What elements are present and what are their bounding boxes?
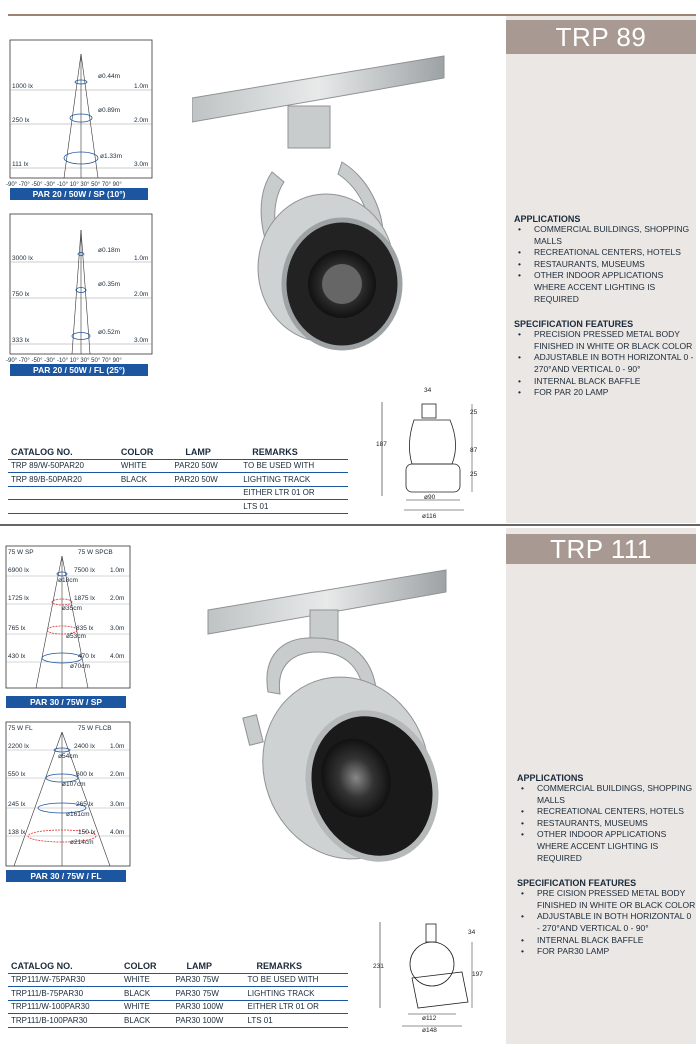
application-item: • OTHER INDOOR APPLICATIONS WHERE ACCENT LIGHTING IS REQUIRED <box>517 829 696 864</box>
table-row <box>8 1014 348 1028</box>
distance-label: 2.0m <box>110 595 125 602</box>
lux-label: 600 lx <box>76 771 94 778</box>
trp89-product-image <box>192 50 448 370</box>
table-cell <box>8 486 118 500</box>
dimension-value: 25 <box>470 471 478 478</box>
trp111-beam-diagram-sp <box>4 544 132 694</box>
lux-label: 430 lx <box>8 653 26 660</box>
table-cell: PAR30 75W <box>172 987 244 1001</box>
application-item: • COMMERCIAL BUILDINGS, SHOPPING MALLS <box>514 224 696 247</box>
trp111-diagram2-caption: PAR 30 / 75W / FL <box>6 870 126 882</box>
spec-item: • ADJUSTABLE IN BOTH HORIZONTAL 0 - 270°AND VERTICAL 0 - 90° <box>514 352 696 375</box>
spec-heading: SPECIFICATION FEATURES <box>514 319 634 330</box>
diagram-head: 75 W FLCB <box>78 725 112 732</box>
table-cell: TRP111/B-75PAR30 <box>8 987 121 1001</box>
table-header-row <box>8 960 348 973</box>
table-cell: TRP111/W-75PAR30 <box>8 973 121 987</box>
dimension-value: 187 <box>376 441 387 448</box>
distance-label: 1.0m <box>110 743 125 750</box>
section-divider <box>0 524 700 526</box>
distance-label: 3.0m <box>134 337 149 344</box>
lux-label: 1000 lx <box>12 83 33 90</box>
trp111-product-image <box>206 566 450 866</box>
table-cell <box>118 500 172 514</box>
dimension-value: 34 <box>468 929 476 936</box>
table-cell: EITHER LTR 01 OR <box>240 486 348 500</box>
distance-label: 1.0m <box>134 255 149 262</box>
diameter-label: ø0.89m <box>98 107 121 114</box>
diameter-label: ø18cm <box>58 577 78 584</box>
table-cell: PAR30 100W <box>172 1014 244 1028</box>
table-row <box>8 486 348 500</box>
table-cell: PAR30 100W <box>172 1000 244 1014</box>
lux-label: 1725 lx <box>8 595 29 602</box>
diameter-label: ø161cm <box>66 811 90 818</box>
application-item: • COMMERCIAL BUILDINGS, SHOPPING MALLS <box>517 783 696 806</box>
spec-item: • PRE CISION PRESSED METAL BODY FINISHED IN WHITE OR BLACK COLOR <box>517 888 696 911</box>
application-item: • RECREATIONAL CENTERS, HOTELS <box>514 247 696 259</box>
table-header: CATALOG NO. <box>8 960 121 973</box>
lux-label: 470 lx <box>78 653 96 660</box>
table-header: LAMP <box>172 960 244 973</box>
table-row <box>8 973 348 987</box>
table-cell: WHITE <box>121 1000 172 1014</box>
table-cell <box>171 486 240 500</box>
table-row <box>8 459 348 473</box>
lux-label: 2400 lx <box>74 743 95 750</box>
trp89-title: TRP 89 <box>506 20 696 54</box>
diameter-label: ø70cm <box>70 663 90 670</box>
table-cell <box>171 500 240 514</box>
lux-label: 111 lx <box>12 161 29 168</box>
distance-label: 4.0m <box>110 829 125 836</box>
distance-label: 1.0m <box>134 83 149 90</box>
lux-label: 2200 lx <box>8 743 29 750</box>
spec-heading: SPECIFICATION FEATURES <box>517 878 637 889</box>
table-cell: TO BE USED WITH <box>240 459 348 473</box>
table-cell: WHITE <box>118 459 172 473</box>
diagram-head: 75 W SPCB <box>78 549 113 556</box>
table-row <box>8 473 348 487</box>
table-cell <box>8 500 118 514</box>
trp89-beam-diagram-fl <box>6 212 156 364</box>
table-cell: PAR30 75W <box>172 973 244 987</box>
lux-label: 138 lx <box>8 829 26 836</box>
distance-label: 2.0m <box>110 771 125 778</box>
diagram-head: 75 W SP <box>8 549 34 556</box>
trp111-diagram1-caption: PAR 30 / 75W / SP <box>6 696 126 708</box>
dimension-value: 87 <box>470 447 478 454</box>
trp111-beam-diagram-fl <box>4 720 132 868</box>
trp89-catalog-table <box>8 446 348 514</box>
diameter-label: ø0.52m <box>98 329 121 336</box>
diameter-label: ø0.18m <box>98 247 121 254</box>
distance-label: 3.0m <box>134 161 149 168</box>
distance-label: 4.0m <box>110 653 125 660</box>
distance-label: 2.0m <box>134 117 149 124</box>
table-row <box>8 987 348 1001</box>
table-row <box>8 1000 348 1014</box>
dimension-value: 34 <box>424 387 432 394</box>
dimension-value: 25 <box>470 409 478 416</box>
diameter-label: ø107cm <box>62 781 86 788</box>
diameter-label: ø0.44m <box>98 73 121 80</box>
application-item: • RESTAURANTS, MUSEUMS <box>517 818 696 830</box>
lux-label: 3000 lx <box>12 255 33 262</box>
trp89-diagram2-caption: PAR 20 / 50W / FL (25°) <box>10 364 148 376</box>
trp111-catalog-table <box>8 960 348 1028</box>
distance-label: 3.0m <box>110 625 125 632</box>
table-cell: LTS 01 <box>240 500 348 514</box>
table-cell: PAR20 50W <box>171 459 240 473</box>
table-cell: TRP 89/B-50PAR20 <box>8 473 118 487</box>
application-item: • RESTAURANTS, MUSEUMS <box>514 259 696 271</box>
table-header: CATALOG NO. <box>8 446 118 459</box>
angle-scale: -90° -70° -50° -30° -10° 10° 30° 50° 70° 90° <box>6 182 122 188</box>
dimension-value: ø148 <box>422 1027 437 1034</box>
distance-label: 3.0m <box>110 801 125 808</box>
table-cell <box>118 486 172 500</box>
trp111-title: TRP 111 <box>506 534 696 564</box>
table-cell: BLACK <box>121 1014 172 1028</box>
diameter-label: ø54cm <box>58 753 78 760</box>
table-header: COLOR <box>121 960 172 973</box>
dimension-value: ø90 <box>424 494 436 501</box>
table-header: LAMP <box>171 446 240 459</box>
spec-item: • ADJUSTABLE IN BOTH HORIZONTAL 0 - 270°AND VERTICAL 0 - 90° <box>517 911 696 934</box>
spec-item: • INTERNAL BLACK BAFFLE <box>514 376 696 388</box>
dimension-value: 231 <box>373 963 384 970</box>
lux-label: 245 lx <box>8 801 26 808</box>
table-row <box>8 500 348 514</box>
application-item: • OTHER INDOOR APPLICATIONS WHERE ACCENT LIGHTING IS REQUIRED <box>514 270 696 305</box>
diameter-label: ø1.33m <box>100 153 123 160</box>
spec-item: • FOR PAR 20 LAMP <box>514 387 696 399</box>
distance-label: 1.0m <box>110 567 125 574</box>
distance-label: 2.0m <box>134 291 149 298</box>
dimension-value: ø116 <box>422 513 437 520</box>
table-cell: TRP111/B-100PAR30 <box>8 1014 121 1028</box>
diameter-label: ø53cm <box>66 633 86 640</box>
diameter-label: ø0.35m <box>98 281 121 288</box>
trp89-beam-diagram-sp <box>6 38 156 188</box>
lux-label: 550 lx <box>8 771 26 778</box>
table-header: COLOR <box>118 446 172 459</box>
lux-label: 250 lx <box>12 117 30 124</box>
lux-label: 1875 lx <box>74 595 95 602</box>
diameter-label: ø214cm <box>70 839 94 846</box>
lux-label: 835 lx <box>76 625 94 632</box>
diameter-label: ø35cm <box>62 605 82 612</box>
spec-item: • PRECISION PRESSED METAL BODY FINISHED IN WHITE OR BLACK COLOR <box>514 329 696 352</box>
trp89-diagram1-caption: PAR 20 / 50W / SP (10°) <box>10 188 148 200</box>
lux-label: 150 lx <box>78 829 96 836</box>
applications-heading: APPLICATIONS <box>517 773 584 783</box>
dimension-value: ø112 <box>422 1015 437 1022</box>
dimension-value: 197 <box>472 971 483 978</box>
table-header-row <box>8 446 348 459</box>
table-cell: EITHER LTR 01 OR <box>244 1000 348 1014</box>
lux-label: 765 lx <box>8 625 26 632</box>
lux-label: 6900 lx <box>8 567 29 574</box>
lux-label: 265 lx <box>76 801 94 808</box>
trp89-applications <box>514 214 696 399</box>
table-cell: LIGHTING TRACK <box>240 473 348 487</box>
table-cell: WHITE <box>121 973 172 987</box>
table-cell: LTS 01 <box>244 1014 348 1028</box>
applications-heading: APPLICATIONS <box>514 214 581 224</box>
application-item: • RECREATIONAL CENTERS, HOTELS <box>517 806 696 818</box>
table-header: REMARKS <box>244 960 348 973</box>
table-cell: TRP111/W-100PAR30 <box>8 1000 121 1014</box>
trp89-dimension-drawing <box>376 384 486 520</box>
spec-item: • INTERNAL BLACK BAFFLE <box>517 935 696 947</box>
table-cell: BLACK <box>118 473 172 487</box>
lux-label: 333 lx <box>12 337 30 344</box>
lux-label: 7500 lx <box>74 567 95 574</box>
table-cell: TRP 89/W-50PAR20 <box>8 459 118 473</box>
table-cell: TO BE USED WITH <box>244 973 348 987</box>
table-cell: BLACK <box>121 987 172 1001</box>
table-header: REMARKS <box>240 446 348 459</box>
diagram-head: 75 W FL <box>8 725 33 732</box>
table-cell: PAR20 50W <box>171 473 240 487</box>
angle-scale: -90° -70° -50° -30° -10° 10° 30° 50° 70° 90° <box>6 358 122 364</box>
lux-label: 750 lx <box>12 291 30 298</box>
table-cell: LIGHTING TRACK <box>244 987 348 1001</box>
trp111-applications <box>517 773 696 958</box>
trp111-dimension-drawing <box>372 916 492 1034</box>
spec-item: • FOR PAR30 LAMP <box>517 946 696 958</box>
